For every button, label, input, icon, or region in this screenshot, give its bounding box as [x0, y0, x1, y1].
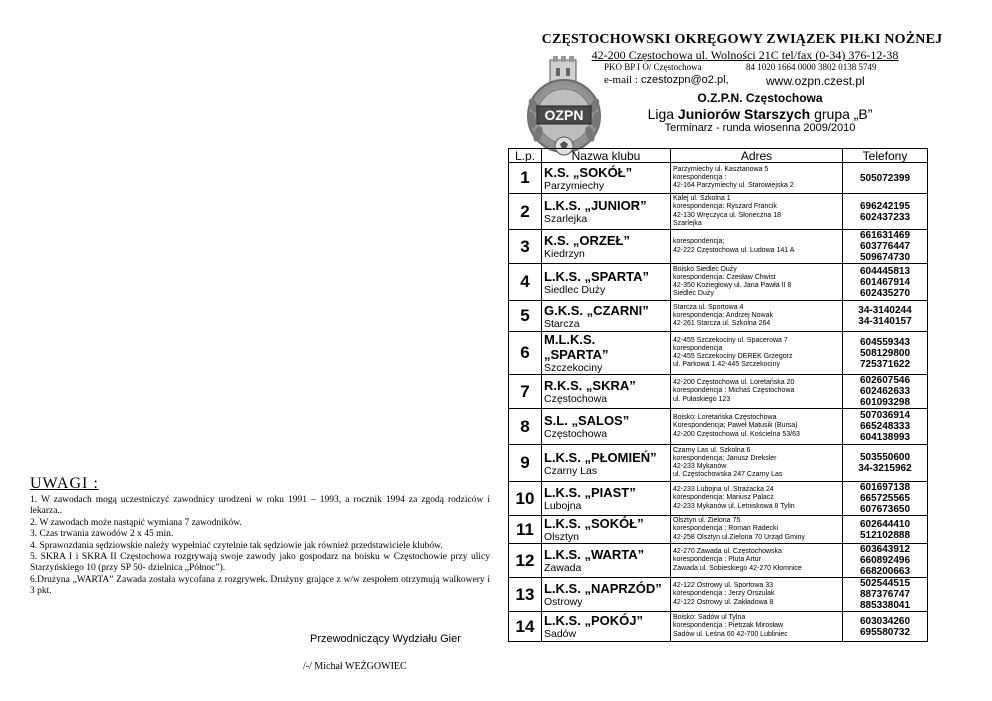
phone-number: 602607546 [859, 375, 911, 386]
association-title: CZĘSTOCHOWSKI OKRĘGOWY ZWIĄZEK PIŁKI NOŻNEJ [541, 32, 943, 47]
address-line: korespondencja [673, 344, 723, 352]
address-line: korespondencja : Pietrzak Mirosław [673, 622, 784, 630]
address-line: 42-258 Olsztyn ul.Zielona 70 Urząd Gminy [673, 533, 805, 541]
note-item: 2. W zawodach może nastąpić wymiana 7 zawodników. [30, 517, 242, 528]
header-club-name: Nazwa klubu [542, 149, 671, 163]
club-name: L.K.S. „JUNIOR” [544, 198, 647, 213]
phone-number: 601697138 [859, 482, 911, 493]
club-phones-cell [843, 194, 928, 230]
club-name-cell [542, 264, 671, 301]
club-name-cell [542, 230, 671, 264]
note-item: 5. SKRA I i SKRA II Częstochowa rozgrywają swoje zawody jako gospodarz na boisku w Częstochowie przy ulicy Starzyńskiego 10 (przy SP 50- dzielnica „Północ”). [30, 552, 490, 574]
club-name-cell [542, 612, 671, 642]
club-town: Szarlejka [544, 213, 588, 225]
address-line: 42-233 Lubojna ul .Strażacka 24 [673, 486, 774, 494]
club-name: L.K.S. „WARTA” [544, 547, 645, 562]
club-number: 5 [509, 301, 542, 332]
club-name-cell [542, 332, 671, 375]
club-phones-cell [843, 612, 928, 642]
phone-number: 512102888 [859, 529, 911, 541]
phone-number: 603643912 [859, 544, 911, 555]
club-name-cell [542, 516, 671, 544]
address-line: 42-270 Zawada ul. Częstochowska [673, 548, 782, 556]
table-row [509, 301, 928, 332]
phone-number: 604559343 [859, 336, 911, 348]
club-town: Kiedrzyn [544, 248, 585, 260]
table-row [509, 163, 928, 194]
club-phones-cell [843, 445, 928, 482]
address-line: Starcza ul. Sportowa 4 [673, 303, 744, 311]
signature-title: Przewodniczący Wydziału Gier [310, 633, 461, 645]
club-name-cell [542, 375, 671, 409]
club-town: Czarny Las [544, 464, 598, 477]
bank-name: PKO BP I O/ Częstochowa [604, 62, 702, 72]
club-name-cell [542, 163, 671, 194]
club-name: K.S. „ORZEŁ” [544, 233, 630, 248]
club-name-cell [542, 445, 671, 482]
club-town: Siedlec Duży [544, 283, 606, 296]
address-line: korespondencja: Mariusz Palacz [673, 494, 774, 502]
club-number: 14 [509, 612, 542, 642]
table-row [509, 612, 928, 642]
address-line: korespondencja : Roman Radecki [673, 525, 779, 533]
club-name: K.S. „SOKÓŁ” [544, 164, 633, 180]
address-line: Parzymiechy ul. Kasztanowa 5 [673, 165, 769, 173]
club-town: Olsztyn [544, 531, 580, 543]
phone-number: 668200663 [859, 566, 911, 577]
club-address-cell [671, 264, 843, 301]
club-phones-cell [843, 516, 928, 544]
phone-number: 660892496 [859, 555, 911, 566]
address-line: 42-200 Częstochowa ul. Loretańska 20 [673, 379, 795, 387]
club-town: Sadów [544, 628, 577, 640]
address-line: 42-164 Parzymiechy ul. Starowiejska 2 [673, 182, 794, 190]
notes-list [30, 495, 490, 598]
table-row [509, 544, 928, 578]
signature-name: /-/ Michał WEŻGOWIEC [303, 661, 407, 672]
phone-number: 34-3140244 [858, 305, 912, 316]
phone-number: 602462633 [859, 386, 911, 397]
bank-account: 84 1020 1664 0000 3802 0138 5749 [746, 62, 877, 72]
notes-section [30, 475, 490, 598]
phone-number: 695580732 [859, 626, 911, 638]
phone-number: 887376747 [859, 589, 911, 600]
phone-number: 602437233 [859, 211, 911, 223]
club-phones-cell [843, 332, 928, 375]
address-line: Siedlec Duży [673, 290, 714, 298]
club-address-cell [671, 194, 843, 230]
address-line: 42-261 Starcza ul. Szkolna 264 [673, 320, 771, 328]
phone-number: 503550600 [859, 452, 911, 463]
club-town: Szczekociny [544, 362, 603, 374]
club-town: Ostrowy [544, 596, 583, 608]
phone-number: 603776447 [859, 241, 911, 252]
club-address-cell [671, 375, 843, 409]
association-address: 42-200 Częstochowa ul. Wolności 21C tel/fax (0-34) 376-12-38 [591, 48, 899, 62]
phone-number: 661631469 [859, 230, 911, 241]
address-line: 42-200 Częstochowa ul. Kościelna 53/63 [673, 430, 800, 438]
address-line: 42-350 Koziegłowy ul. Jana Pawła II 8 [673, 282, 792, 289]
club-phones-cell [843, 482, 928, 516]
address-line: korespondencja: Andrzej Nowak [673, 311, 774, 319]
phone-number: 34-3140157 [858, 316, 912, 327]
note-item: 4. Sprawozdania sędziowskie należy wypełniać czytelnie tak sędziowie jak również przedstawiciele klubów. [30, 540, 443, 551]
address-line: 42-233 Mykanów [673, 463, 727, 470]
phone-number: 505072399 [859, 172, 911, 184]
club-number: 10 [509, 482, 542, 516]
address-line: Kalej ul. Szkolna 1 [673, 195, 731, 203]
club-number: 7 [509, 375, 542, 409]
organization-name: O.Z.P.N. Częstochowa [697, 91, 823, 105]
club-phones-cell [843, 301, 928, 332]
phone-number: 508129800 [859, 347, 911, 359]
club-town: Parzymiechy [544, 179, 605, 192]
club-address-cell [671, 409, 843, 445]
club-town: Lubojna [544, 500, 582, 512]
address-line: 42-455 Szczekociny DEREK Grzegorz [673, 353, 793, 360]
note-item: 3. Czas trwania zawodów 2 x 45 min. [30, 529, 174, 540]
phone-number: 34-3215962 [858, 463, 912, 474]
phone-number: 665725565 [859, 493, 911, 504]
club-phones-cell [843, 264, 928, 301]
phone-number: 604445813 [859, 265, 911, 277]
club-address-cell [671, 332, 843, 375]
club-number: 4 [509, 264, 542, 301]
phone-number: 507036914 [859, 410, 911, 421]
club-name: L.K.S. „PIAST” [544, 485, 636, 500]
club-number: 1 [509, 163, 542, 194]
club-address-cell [671, 163, 843, 194]
club-name-cell [542, 482, 671, 516]
table-row [509, 409, 928, 445]
address-line: 42-122 Ostrowy ul. Sportowa 33 [673, 582, 773, 590]
address-line: korespondencja: Czesław Chwist [673, 273, 776, 281]
note-item: 6.Drużyna „WARTA” Zawada została wycofana z rozgrywek. Drużyny grające z w/w zespołem otrzymują walkowery i 3 pkt. [30, 574, 490, 597]
club-address-cell [671, 230, 843, 264]
table-row [509, 194, 928, 230]
club-number: 3 [509, 230, 542, 264]
schedule-title: Terminarz - runda wiosenna 2009/2010 [664, 122, 856, 134]
club-phones-cell [843, 544, 928, 578]
club-phones-cell [843, 230, 928, 264]
email-label: e-mail : [604, 74, 638, 86]
club-name: G.K.S. „CZARNI” [544, 302, 649, 318]
table-row [509, 516, 928, 544]
clubs-table [508, 148, 928, 642]
header-phones: Telefony [843, 149, 928, 163]
club-address-cell [671, 578, 843, 612]
club-town: Częstochowa [544, 428, 608, 440]
league-prefix: Liga [647, 106, 675, 122]
club-address-cell [671, 516, 843, 544]
address-line: korespondencja; [673, 238, 725, 246]
address-line: ul. Pułaskiego 123 [673, 395, 731, 403]
address-line: Szarlejka [673, 219, 702, 227]
club-phones-cell [843, 163, 928, 194]
address-line: Sadów ul. Leśna 60 42-700 Lubliniec [673, 630, 788, 638]
club-number: 12 [509, 544, 542, 578]
club-name-cell [542, 409, 671, 445]
address-line: Boisko: Loretańska Częstochowa [673, 414, 777, 422]
club-address-cell [671, 612, 843, 642]
league-group: grupa „B” [814, 106, 873, 122]
club-phones-cell [843, 578, 928, 612]
club-name-cell [542, 544, 671, 578]
email-line [604, 74, 729, 86]
table-row [509, 332, 928, 375]
address-line: korespondencja : [673, 173, 727, 181]
club-phones-cell [843, 375, 928, 409]
header-address: Adres [671, 149, 843, 163]
club-name: M.L.K.S. [544, 332, 596, 347]
address-line: ul. Częstochowska 247 Czarny Las [673, 471, 783, 479]
phone-number: 601093298 [859, 397, 911, 408]
phone-number: 601467914 [859, 276, 911, 288]
club-name: L.K.S. „SPARTA” [544, 268, 649, 284]
club-address-cell [671, 445, 843, 482]
phone-number: 885338041 [859, 600, 911, 611]
email-address[interactable]: czestozpn@o2.pl, [640, 74, 729, 86]
club-name: L.K.S. „SOKÓŁ” [544, 516, 644, 531]
phone-number: 696242195 [859, 200, 911, 212]
address-line: Boisko Siedlec Duży [673, 265, 737, 273]
address-line: Zawada ul. Sobieskiego 42-270 Kłomnice [673, 564, 802, 572]
table-row [509, 264, 928, 301]
club-name: R.K.S. „SKRA” [544, 378, 636, 393]
address-line: Olsztyn ul. Zielona 75 [673, 517, 741, 525]
club-address-cell [671, 482, 843, 516]
logo-text: OZPN [544, 107, 584, 123]
club-number: 9 [509, 445, 542, 482]
club-town: Zawada [544, 562, 582, 574]
table-header-row [509, 149, 928, 163]
club-address-cell [671, 544, 843, 578]
league-name: Juniorów Starszych [677, 106, 811, 122]
address-line: korespondencja : Jerzy Orszulak [673, 590, 775, 598]
club-town: Starcza [544, 317, 580, 330]
table-row [509, 578, 928, 612]
club-number: 8 [509, 409, 542, 445]
address-line: 42-222 Częstochowa ul. Ludowa 141 A [673, 246, 795, 254]
phone-number: 603034260 [859, 615, 911, 627]
club-address-cell [671, 301, 843, 332]
address-line: korespondencja: Ryszard Francik [673, 203, 777, 211]
table-row [509, 482, 928, 516]
note-item: 1. W zawodach mogą uczestniczyć zawodnicy urodzeni w roku 1991 – 1993, a rocznik 1994 za zgodą rodziców i lekarza.. [30, 495, 490, 517]
notes-heading: UWAGI : [30, 475, 99, 492]
phone-number: 509674730 [859, 252, 911, 263]
phone-number: 725371622 [859, 358, 911, 370]
address-line: 42-233 Mykanów ul. Letniskowa 8 Tylin [673, 502, 795, 510]
league-title [620, 106, 900, 122]
address-line: korespondencja : Michaś Częstochowa [673, 387, 795, 395]
address-line: Korespondencja; Paweł Matusik (Bursa) [673, 422, 798, 430]
address-line: 42-122 Ostrowy ul. Zakładowa 8 [673, 598, 774, 606]
address-line: korespondencja: Janusz Dreksler [673, 454, 777, 462]
phone-number: 602435270 [859, 287, 911, 299]
club-number: 2 [509, 194, 542, 230]
club-name-cell [542, 578, 671, 612]
clubs-table-body [509, 163, 928, 642]
club-number: 6 [509, 332, 542, 375]
address-line: Boisko: Sadów ul Tylna [673, 614, 746, 622]
club-phones-cell [843, 409, 928, 445]
club-name-line2: „SPARTA” [544, 347, 609, 362]
phone-number: 604138993 [859, 432, 911, 443]
address-line: Czarny Las ul. Szkolna 6 [673, 446, 751, 454]
phone-number: 607673650 [859, 504, 911, 515]
address-line: ul. Parkowa 1 42-445 Szczekociny [673, 361, 780, 369]
club-number: 13 [509, 578, 542, 612]
table-row [509, 445, 928, 482]
club-name: L.K.S. „PŁOMIEŃ” [544, 449, 657, 465]
club-name-cell [542, 194, 671, 230]
website-link[interactable]: www.ozpn.czest.pl [766, 74, 865, 88]
club-name: L.K.S. „NAPRZÓD” [544, 581, 662, 596]
header-lp: L.p. [509, 149, 542, 163]
club-name: L.K.S. „POKÓJ” [544, 613, 643, 628]
address-line: korespondencja : Pluta Artur [673, 556, 761, 564]
address-line: 42-455 Szczekociny ul. Spacerowa 7 [673, 336, 788, 344]
club-town: Częstochowa [544, 393, 608, 405]
phone-number: 665248333 [859, 421, 911, 432]
table-row [509, 230, 928, 264]
club-name-cell [542, 301, 671, 332]
table-row [509, 375, 928, 409]
address-line: 42-130 Wręczyca ul. Słoneczna 18 [673, 211, 782, 219]
club-number: 11 [509, 516, 542, 544]
club-name: S.L. „SALOS” [544, 413, 630, 428]
phone-number: 502544515 [859, 578, 911, 589]
phone-number: 602644410 [859, 518, 911, 530]
